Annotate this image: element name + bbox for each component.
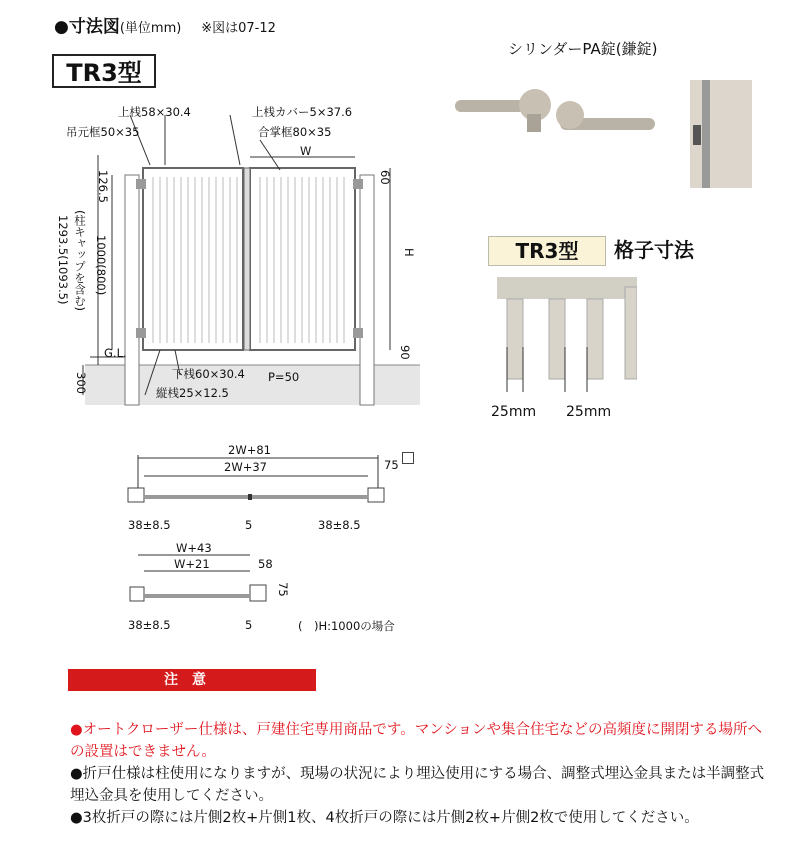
caution-note: ●3枚折戸の際には片側2枚+片側1枚、4枚折戸の際には片側2枚+片側2枚で使用してください。 xyxy=(70,810,699,826)
dim-1000: 1000(800) xyxy=(94,235,108,296)
caution-note: ●オートクローザー仕様は、戸建住宅専用商品です。マンションや集合住宅などの高頻度に開閉する場所への設置はできません。 xyxy=(70,722,763,760)
lattice-detail-drawing xyxy=(497,277,637,392)
model-label: TR3型 xyxy=(52,54,156,88)
double-post-dim: 75 xyxy=(384,458,399,472)
single-outer-dim: W+43 xyxy=(176,541,212,555)
lattice-gap-2: 25mm xyxy=(566,404,612,420)
caution-notes xyxy=(70,719,770,829)
single-inner-dim: W+21 xyxy=(174,557,210,571)
dim-126-5: 126.5 xyxy=(96,170,110,203)
height-label: H xyxy=(402,248,416,257)
post-square-icon xyxy=(402,452,414,464)
caution-note: ●折戸仕様は柱使用になりますが、現場の状況により埋込使用にする場合、調整式埋込金具または半調整式埋込金具を使用してください。 xyxy=(70,766,765,804)
top-rail-cover-label: 上桟カバー5×37.6 xyxy=(252,105,353,119)
dim-total-height: 1293.5(1093.5) xyxy=(56,215,70,305)
bottom-rail-label: 下桟60×30.4 xyxy=(172,367,245,381)
single-footnote: ( )H:1000の場合 xyxy=(298,619,395,633)
lattice-gap-1: 25mm xyxy=(491,404,537,420)
cylinder-lock-image xyxy=(455,80,755,190)
hinge-frame-label: 吊元框50×35 xyxy=(66,125,140,139)
lattice-model-tag: TR3型 xyxy=(488,236,606,266)
dim-60: 60 xyxy=(378,170,392,185)
lock-title: シリンダーPA錠(鎌錠) xyxy=(508,40,658,58)
single-left-gap: 38±8.5 xyxy=(128,618,171,632)
double-left-gap: 38±8.5 xyxy=(128,518,171,532)
gl-label: G.L. xyxy=(104,346,127,360)
dim-300: 300 xyxy=(74,372,88,394)
single-center-gap: 5 xyxy=(245,618,253,632)
vertical-bar-label: 縦桟25×12.5 xyxy=(156,386,229,400)
single-gate-plan-drawing xyxy=(120,545,280,615)
pitch-label: P=50 xyxy=(268,370,300,384)
meeting-frame-label: 合掌框80×35 xyxy=(258,125,332,139)
width-label: W xyxy=(300,144,312,158)
dim-90: 90 xyxy=(398,345,412,360)
single-post-width: 58 xyxy=(258,557,273,571)
caution-header: 注意 xyxy=(68,669,316,691)
header-note: ※図は07-12 xyxy=(201,21,276,36)
header-title: ●寸法図 xyxy=(54,17,120,37)
double-right-gap: 38±8.5 xyxy=(318,518,361,532)
double-outer-dim: 2W+81 xyxy=(228,443,271,457)
header-unit: (単位mm) xyxy=(119,21,182,36)
double-inner-dim: 2W+37 xyxy=(224,460,267,474)
single-post-depth: 75 xyxy=(276,582,290,597)
dim-height-note: (柱キャップを含む) xyxy=(73,210,87,311)
top-rail-label: 上桟58×30.4 xyxy=(118,105,191,119)
double-center-gap: 5 xyxy=(245,518,253,532)
lattice-title: 格子寸法 xyxy=(614,238,694,262)
section-header xyxy=(54,12,276,37)
